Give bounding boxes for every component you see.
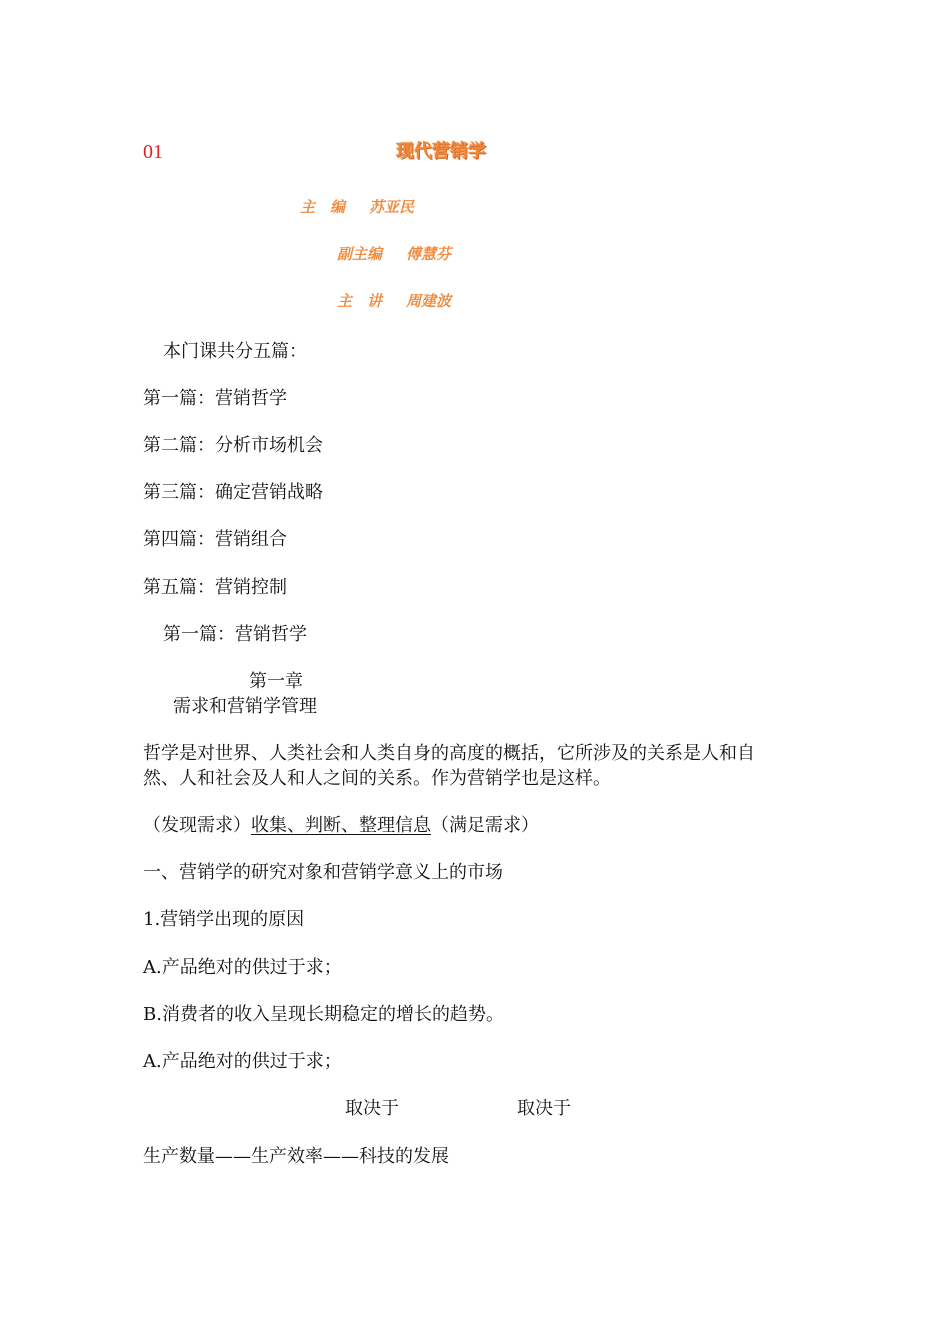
credit-editor <box>300 198 414 216</box>
part-item: 第一篇：营销哲学 <box>143 388 287 409</box>
depends-label: 取决于 <box>517 1098 571 1119</box>
depends-label: 取决于 <box>345 1098 399 1119</box>
credit-name: 苏亚民 <box>369 198 415 216</box>
flow-left: （发现需求） <box>143 815 251 836</box>
credit-name: 周建波 <box>406 292 452 310</box>
paragraph-line: 然、人和社会及人和人之间的关系。作为营销学也是这样。 <box>143 768 611 789</box>
document-code: 01 <box>143 141 163 163</box>
heading-1: 一、营销学的研究对象和营销学意义上的市场 <box>143 862 503 883</box>
depends-chain: 生产数量——生产效率——科技的发展 <box>143 1146 449 1167</box>
credit-role: 副主编 <box>337 245 383 263</box>
credit-role: 主 编 <box>300 198 346 216</box>
part-item: 第五篇：营销控制 <box>143 577 287 598</box>
flow-middle: 收集、判断、整理信息 <box>251 815 431 836</box>
document-title: 现代营销学 <box>396 141 486 162</box>
point-item: A.产品绝对的供过于求； <box>143 957 342 978</box>
chapter-number: 第一章 <box>249 671 303 692</box>
credit-lecturer <box>337 292 451 310</box>
section-heading: 第一篇：营销哲学 <box>163 624 307 645</box>
credit-name: 傅慧芬 <box>406 245 452 263</box>
intro-text: 本门课共分五篇： <box>163 341 307 362</box>
chapter-title: 需求和营销学管理 <box>173 696 317 717</box>
point-item: B.消费者的收入呈现长期稳定的增长的趋势。 <box>143 1004 504 1025</box>
paragraph-line: 哲学是对世界、人类社会和人类自身的高度的概括，它所涉及的关系是人和自 <box>143 743 755 764</box>
subheading: 1.营销学出现的原因 <box>143 909 305 930</box>
credit-role: 主 讲 <box>337 292 383 310</box>
flow-line <box>143 815 539 837</box>
point-item: A.产品绝对的供过于求； <box>143 1051 342 1072</box>
part-item: 第二篇：分析市场机会 <box>143 435 323 456</box>
part-item: 第四篇：营销组合 <box>143 529 287 550</box>
flow-right: （满足需求） <box>431 815 539 836</box>
part-item: 第三篇：确定营销战略 <box>143 482 323 503</box>
credit-deputy-editor <box>337 245 451 263</box>
